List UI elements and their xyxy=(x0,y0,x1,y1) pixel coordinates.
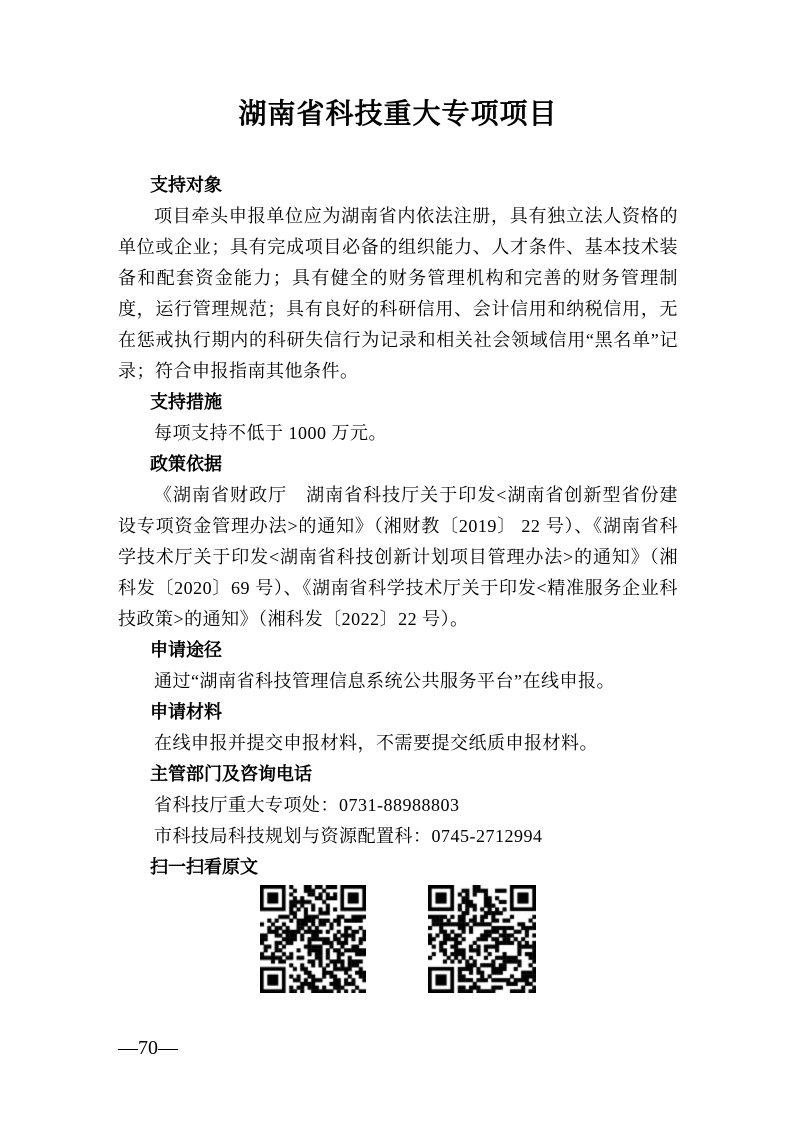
section-heading-policy-basis: 政策依据 xyxy=(150,454,222,474)
section-heading-authority-contacts: 主管部门及咨询电话 xyxy=(150,764,312,784)
qr-code-right xyxy=(428,885,536,993)
page-number: —70— xyxy=(118,1037,178,1059)
paragraph-support-measures: 每项支持不低于 1000 万元。 xyxy=(154,423,387,443)
qr-code-row xyxy=(118,885,678,993)
section-heading-support-targets: 支持对象 xyxy=(150,175,222,195)
paragraph-application-channel: 通过“湖南省科技管理信息系统公共服务平台”在线申报。 xyxy=(154,671,615,691)
section-heading-support-measures: 支持措施 xyxy=(150,392,222,412)
document-content xyxy=(118,96,678,993)
paragraph-contact-provincial: 省科技厅重大专项处：0731-88988803 xyxy=(154,795,460,815)
section-heading-scan-original: 扫一扫看原文 xyxy=(150,857,258,877)
document-title: 湖南省科技重大专项项目 xyxy=(238,99,558,130)
section-heading-application-materials: 申请材料 xyxy=(150,702,222,722)
paragraph-contact-municipal: 市科技局科技规划与资源配置科：0745-2712994 xyxy=(154,826,543,846)
paragraph-application-materials: 在线申报并提交申报材料，不需要提交纸质申报材料。 xyxy=(154,733,598,753)
qr-code-left xyxy=(260,885,366,993)
paragraph-support-targets: 项目牵头申报单位应为湖南省内依法注册，具有独立法人资格的单位或企业；具有完成项目必备的组织能力、人才条件、基本技术装备和配套资金能力；具有健全的财务管理机构和完善的财务管理制度，运行管理规范；具有良好的科研信用、会计信用和纳税信用，无在惩戒执行期内的科研失信行为记录和相关社会领域信用“黑名单”记录；符合申报指南其他条件。 xyxy=(118,206,678,381)
paragraph-policy-basis: 《湖南省财政厅 湖南省科技厅关于印发<湖南省创新型省份建设专项资金管理办法>的通知》（湘财教〔2019〕 22 号）、《湖南省科学技术厅关于印发<湖南省科技创新计划项目管理办法>的通知》（湘科发〔2020〕69 号）、《湖南省科学技术厅关于印发<精准服务企业科技政策>的通知》（湘科发〔2022〕22 号）。 xyxy=(118,485,678,629)
section-heading-application-channel: 申请途径 xyxy=(150,640,222,660)
